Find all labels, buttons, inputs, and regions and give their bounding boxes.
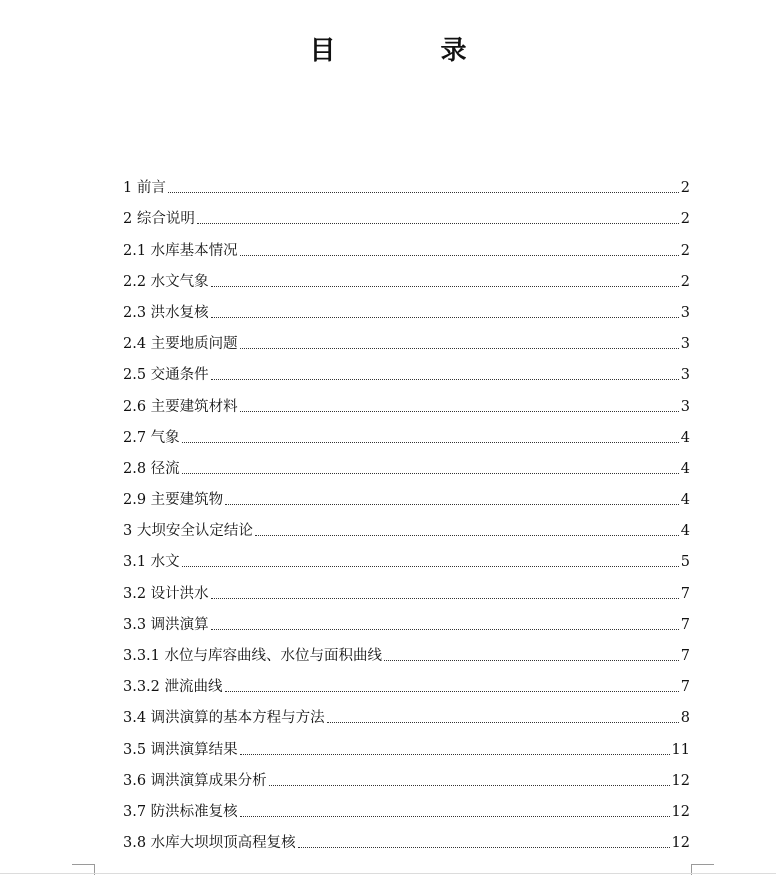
toc-entry-label: 3 大坝安全认定结论 [123,523,253,540]
toc-entry[interactable] [123,759,690,790]
toc-dot-leader [240,815,670,817]
toc-entry-page: 11 [671,741,690,758]
toc-entry-page: 7 [680,679,690,696]
toc-entry[interactable] [123,540,690,571]
toc-entry-label: 2.8 径流 [123,460,180,477]
toc-dot-leader [240,410,679,412]
toc-dot-leader [168,191,679,193]
toc-entry-label: 3.1 水文 [123,554,180,571]
toc-entry-label: 3.8 水库大坝坝顶高程复核 [123,835,296,852]
toc-entry[interactable] [123,571,690,602]
toc-entry-page: 2 [680,211,690,228]
toc-dot-leader [225,503,679,505]
toc-entry-label: 2.9 主要建筑物 [123,492,224,509]
toc-entry-page: 4 [680,523,690,540]
toc-dot-leader [298,846,670,848]
toc-dot-leader [211,285,679,287]
toc-entry-label: 2.4 主要地质问题 [123,336,238,353]
toc-entry-label: 2.5 交通条件 [123,367,209,384]
toc-dot-leader [240,753,670,755]
toc-entry[interactable] [123,291,690,322]
toc-entry-page: 12 [671,772,690,789]
toc-entry[interactable] [123,384,690,415]
toc-entry-page: 12 [671,803,690,820]
toc-entry-label: 2.1 水库基本情况 [123,242,238,259]
toc-entry-label: 3.3 调洪演算 [123,616,209,633]
toc-entry-label: 3.3.1 水位与库容曲线、水位与面积曲线 [123,648,383,664]
toc-entry-label: 3.7 防洪标准复核 [123,803,238,820]
toc-entry-label: 2.3 洪水复核 [123,304,209,321]
toc-entry[interactable] [123,447,690,478]
toc-entry-page: 4 [680,460,690,477]
toc-entry-page: 12 [671,835,690,852]
toc-entry-label: 3.3.2 泄流曲线 [123,679,223,696]
toc-entry[interactable] [123,322,690,353]
toc-entry[interactable] [123,665,690,696]
toc-entry[interactable] [123,228,690,259]
toc-entry[interactable] [123,634,690,665]
toc-entry-page: 4 [680,429,690,446]
toc-entry[interactable] [123,509,690,540]
toc-entry[interactable] [123,197,690,228]
toc-dot-leader [240,254,679,256]
toc-dot-leader [211,628,679,630]
toc-entry-page: 2 [680,273,690,290]
toc-entry-page: 8 [680,710,690,727]
toc-entry-page: 3 [680,367,690,384]
toc-entry-label: 3.2 设计洪水 [123,585,209,602]
toc-dot-leader [225,690,679,692]
toc-dot-leader [240,347,679,349]
toc-entry[interactable] [123,790,690,821]
toc-dot-leader [211,378,679,380]
toc-entry-page: 2 [680,242,690,259]
toc-entry-label: 3.5 调洪演算结果 [123,741,238,758]
page-title: 目 录 [309,36,515,66]
page-bottom-edge [0,873,776,874]
toc-entry-page: 3 [680,336,690,353]
toc-entry-page: 4 [680,492,690,509]
toc-dot-leader [269,784,670,786]
toc-entry-page: 3 [680,304,690,321]
toc-entry-label: 2.7 气象 [123,429,180,446]
toc-dot-leader [211,316,679,318]
toc-entry-page: 5 [680,554,690,571]
toc-dot-leader [182,472,679,474]
toc-dot-leader [182,441,679,443]
toc-dot-leader [211,597,679,599]
toc-entry-page: 7 [680,585,690,602]
toc-entry-page: 7 [680,616,690,633]
toc-dot-leader [327,721,679,723]
toc-entry-label: 1 前言 [123,180,166,197]
toc-entry[interactable] [123,166,690,197]
toc-entry[interactable] [123,821,690,852]
toc-entry[interactable] [123,353,690,384]
toc-entry[interactable] [123,260,690,291]
table-of-contents [123,166,690,852]
toc-entry-page: 2 [680,180,690,197]
toc-entry-label: 2.6 主要建筑材料 [123,398,238,415]
toc-entry-label: 3.4 调洪演算的基本方程与方法 [123,710,325,727]
toc-entry[interactable] [123,696,690,727]
toc-dot-leader [182,565,679,567]
toc-entry-page: 7 [680,648,690,664]
toc-dot-leader [197,222,679,224]
toc-entry[interactable] [123,727,690,758]
toc-entry-page: 3 [680,398,690,415]
toc-entry-label: 2 综合说明 [123,211,195,228]
toc-dot-leader [255,534,679,536]
toc-entry[interactable] [123,478,690,509]
toc-dot-leader [384,659,679,661]
toc-entry[interactable] [123,416,690,447]
toc-entry[interactable] [123,603,690,634]
toc-entry-label: 3.6 调洪演算成果分析 [123,772,267,789]
toc-entry-label: 2.2 水文气象 [123,273,209,290]
